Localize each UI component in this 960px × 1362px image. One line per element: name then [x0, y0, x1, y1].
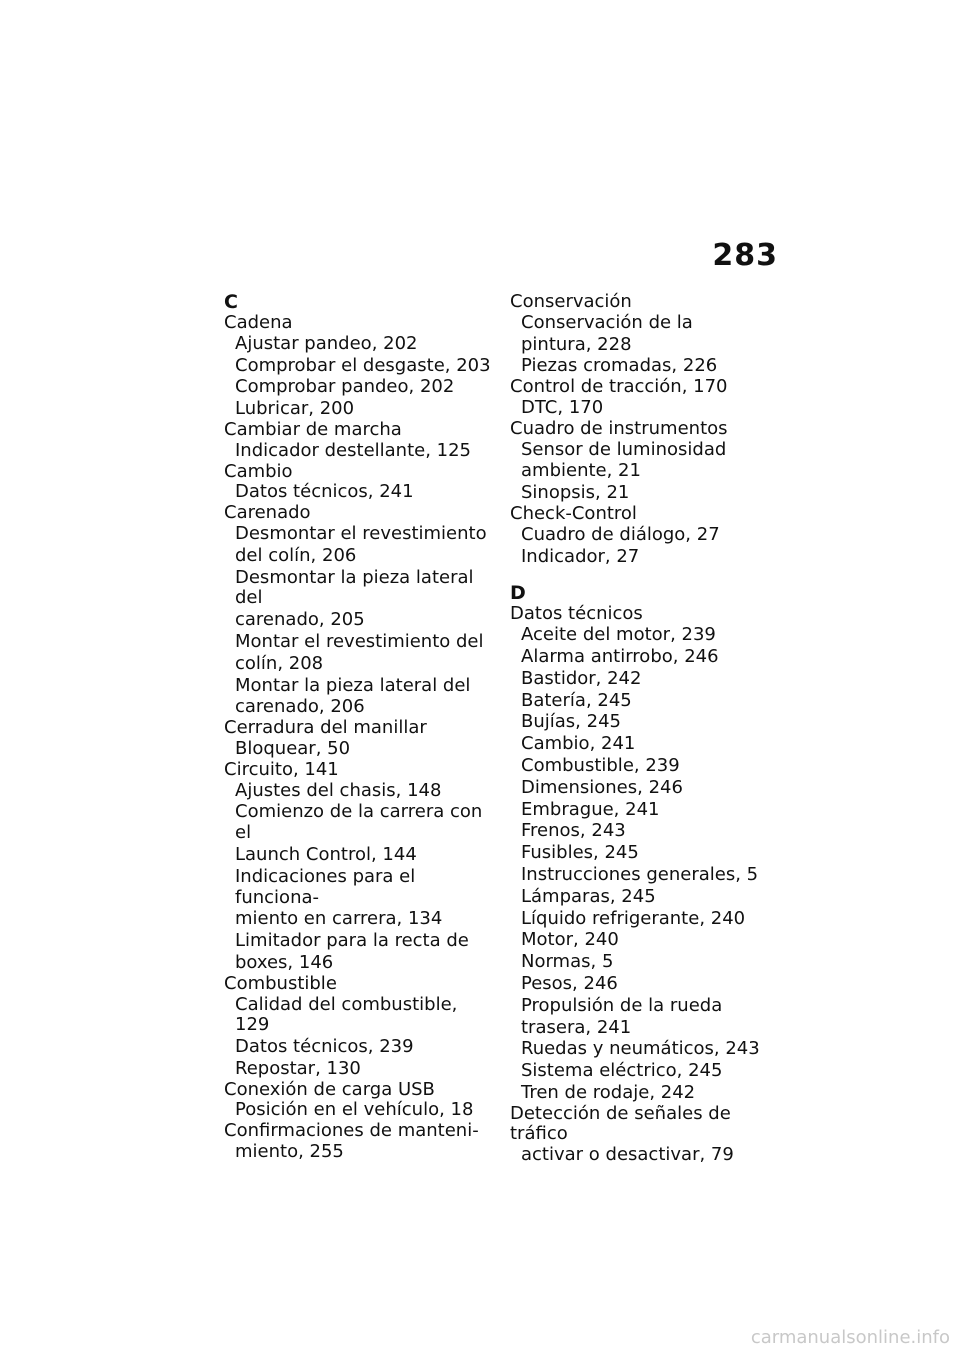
index-subentry: carenado, 206 [235, 696, 365, 718]
index-entry: Confirmaciones de manteni- [224, 1120, 479, 1142]
index-subentry: Dimensiones, 246 [521, 776, 683, 798]
index-subentry: Ajustes del chasis, 148 [235, 779, 442, 801]
index-entry: Datos técnicos [510, 603, 643, 625]
index-subentry: Indicador destellante, 125 [235, 439, 472, 461]
watermark: carmanualsonline.info [750, 1327, 950, 1348]
index-subentry: Motor, 240 [521, 929, 619, 951]
index-subentry: Normas, 5 [521, 951, 614, 973]
index-subentry: trasera, 241 [521, 1016, 632, 1038]
index-subentry: Embrague, 241 [521, 798, 660, 820]
index-subentry: Ajustar pandeo, 202 [235, 332, 418, 354]
index-subentry: Líquido refrigerante, 240 [521, 907, 746, 929]
index-subentry: Instrucciones generales, 5 [521, 863, 759, 885]
index-subentry: Sensor de luminosidad [521, 438, 727, 460]
index-column-left [224, 292, 494, 1163]
index-entry: Control de tracción, 170 [510, 376, 728, 398]
index-subentry: Cambio, 241 [521, 733, 636, 755]
index-entry: Circuito, 141 [224, 758, 339, 780]
index-subentry: activar o desactivar, 79 [521, 1144, 734, 1166]
index-subentry: del colín, 206 [235, 544, 357, 566]
index-entry: Detección de señales de tráfico [510, 1102, 731, 1145]
index-subentry: Bloquear, 50 [235, 737, 351, 759]
index-subentry: pintura, 228 [521, 333, 632, 355]
index-subentry: Lámparas, 245 [521, 885, 656, 907]
index-subentry: carenado, 205 [235, 609, 365, 631]
index-subentry: colín, 208 [235, 652, 324, 674]
index-entry: Check-Control [510, 502, 637, 524]
index-subentry: Montar la pieza lateral del [235, 674, 471, 696]
index-subentry: Fusibles, 245 [521, 842, 639, 864]
index-subentry: DTC, 170 [521, 396, 604, 418]
index-entry: Cambiar de marcha [224, 418, 402, 440]
index-column-right [510, 292, 785, 1166]
index-subentry: ambiente, 21 [521, 460, 641, 482]
index-entry: Cadena [224, 312, 293, 333]
page-number: 283 [712, 238, 778, 273]
index-subentry: Repostar, 130 [235, 1057, 361, 1079]
index-subentry: Aceite del motor, 239 [521, 624, 716, 646]
index-subentry: Bujías, 245 [521, 711, 621, 733]
index-entry: Carenado [224, 502, 311, 524]
index-entry: Conexión de carga USB [224, 1078, 435, 1100]
index-subentry: Posición en el vehículo, 18 [235, 1099, 474, 1121]
index-subentry: Indicaciones para el funciona- [235, 865, 416, 908]
index-subentry: Indicador, 27 [521, 545, 640, 567]
index-subentry: Comienzo de la carrera con el [235, 801, 483, 844]
index-subentry: Batería, 245 [521, 689, 632, 711]
index-subentry: Ruedas y neumáticos, 243 [521, 1038, 760, 1060]
index-subentry: Cuadro de diálogo, 27 [521, 523, 720, 545]
index-letter-c: C [224, 291, 238, 313]
index-entry: Cuadro de instrumentos [510, 417, 728, 439]
index-subentry: Comprobar pandeo, 202 [235, 376, 455, 398]
index-subentry: Propulsión de la rueda [521, 994, 723, 1016]
index-subentry: boxes, 146 [235, 951, 334, 973]
index-subentry: Launch Control, 144 [235, 843, 417, 865]
index-entry: Cambio [224, 460, 293, 482]
index-entry: Combustible [224, 972, 337, 994]
index-subentry: Combustible, 239 [521, 754, 680, 776]
index-subentry: Desmontar el revestimiento [235, 522, 487, 544]
index-subentry: Piezas cromadas, 226 [521, 355, 718, 377]
index-subentry: Conservación de la [521, 311, 693, 333]
index-subentry: Bastidor, 242 [521, 667, 642, 689]
index-subentry: Lubricar, 200 [235, 398, 355, 420]
index-subentry: Sinopsis, 21 [521, 482, 630, 504]
index-subentry: Frenos, 243 [521, 820, 626, 842]
index-subentry: Datos técnicos, 241 [235, 481, 414, 503]
index-subentry: miento en carrera, 134 [235, 908, 443, 930]
index-subentry: miento, 255 [235, 1141, 344, 1163]
index-subentry: Tren de rodaje, 242 [521, 1081, 696, 1103]
index-subentry: Calidad del combustible, 129 [235, 993, 458, 1036]
index-subentry: Comprobar el desgaste, 203 [235, 354, 491, 376]
index-subentry: Pesos, 246 [521, 972, 618, 994]
index-entry: Cerradura del manillar [224, 717, 427, 739]
index-subentry: Sistema eléctrico, 245 [521, 1060, 723, 1082]
index-subentry: Desmontar la pieza lateral del [235, 566, 474, 609]
index-subentry: Datos técnicos, 239 [235, 1036, 414, 1058]
index-entry: Conservación [510, 291, 632, 312]
index-subentry: Limitador para la recta de [235, 930, 469, 952]
index-subentry: Alarma antirrobo, 246 [521, 645, 719, 667]
index-letter-d: D [510, 582, 526, 605]
index-subentry: Montar el revestimiento del [235, 630, 484, 652]
